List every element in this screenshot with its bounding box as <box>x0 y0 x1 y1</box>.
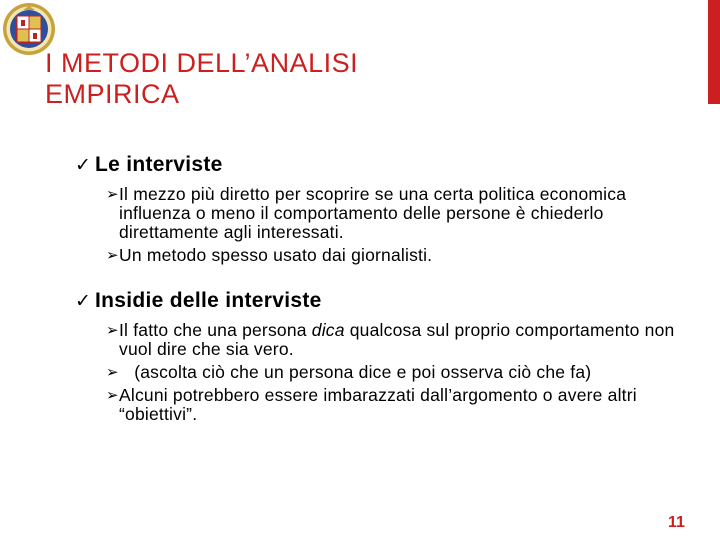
arrow-bullet-icon: ➢ <box>106 246 119 264</box>
arrow-bullet-icon: ➢ <box>106 185 119 203</box>
section-heading <box>75 152 675 178</box>
list-item-text-part: Il fatto che una persona <box>119 320 312 340</box>
arrow-bullet-icon: ➢ <box>106 363 119 381</box>
list-item-text: Il mezzo più diretto per scoprire se una certa politica economica influenza o meno il comportamento delle persone è chiederlo direttamente agli interessati. <box>119 184 627 242</box>
list-item-text-part: qualcosa sul proprio comportamento non vuol dire che sia vero. <box>119 320 675 359</box>
arrow-bullet-icon: ➢ <box>106 321 119 339</box>
list-item-text-part: (ascolta ciò che un persona dice e poi osserva ciò che fa) <box>134 362 592 382</box>
list-item <box>107 321 675 359</box>
list-item-text: Alcuni potrebbero essere imbarazzati dall’argomento o avere altri “obiettivi”. <box>119 385 637 424</box>
slide-title-line-1: I METODI DELL’ANALISI <box>45 48 359 78</box>
section-interviste <box>75 152 675 265</box>
section-heading-text: Le interviste <box>95 153 223 176</box>
list-item <box>107 185 675 242</box>
checkmark-icon: ✓ <box>75 154 92 176</box>
list-item-text <box>119 321 675 359</box>
list-item-text <box>119 363 675 382</box>
slide-title-line-2: EMPIRICA <box>45 79 180 109</box>
list-item <box>107 246 675 265</box>
list-item <box>107 386 675 424</box>
accent-bar <box>708 0 720 104</box>
page-number: 11 <box>668 514 685 531</box>
slide-title <box>45 48 358 110</box>
slide-content <box>75 152 675 428</box>
bullet-list <box>75 321 675 424</box>
section-insidie <box>75 288 675 424</box>
section-heading <box>75 288 675 314</box>
bullet-list <box>75 185 675 265</box>
emphasized-word: dica <box>311 320 345 340</box>
list-item-text: Un metodo spesso usato dai giornalisti. <box>119 245 433 265</box>
arrow-bullet-icon: ➢ <box>106 386 119 404</box>
list-item <box>107 363 675 382</box>
section-heading-text: Insidie delle interviste <box>95 289 322 312</box>
checkmark-icon: ✓ <box>75 290 92 312</box>
